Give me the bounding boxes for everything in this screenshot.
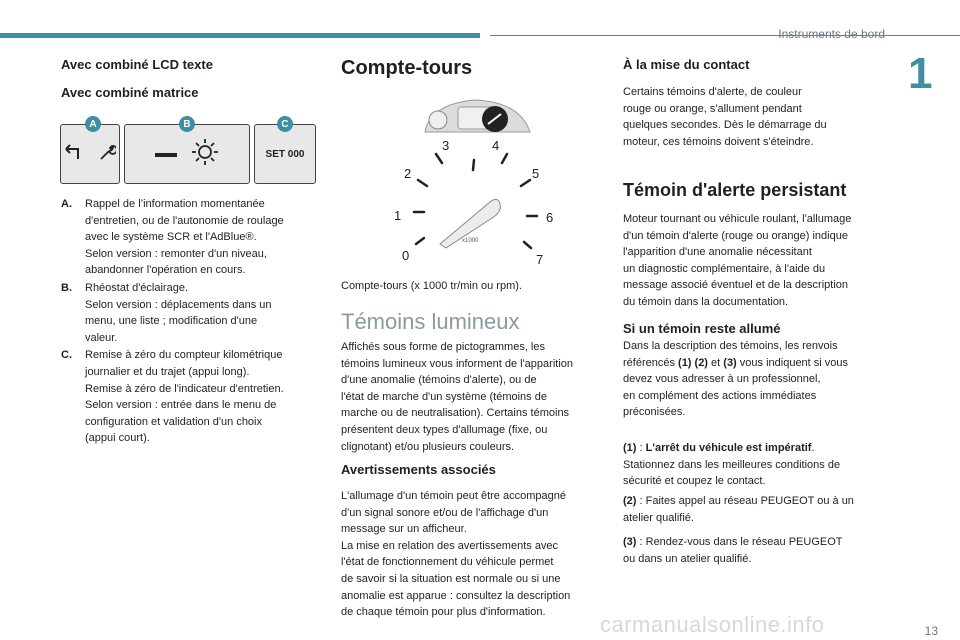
gauge-label-3: 3 — [442, 138, 450, 153]
wrench-icon — [98, 143, 116, 166]
text-span: vous indiquent si vous — [736, 356, 849, 369]
note-3 — [623, 534, 893, 567]
list-line: Remise à zéro du compteur kilométrique — [85, 349, 283, 362]
ref-marker: (3) — [723, 356, 737, 369]
button-c — [254, 124, 316, 184]
list-line: abandonner l'opération en cours. — [85, 264, 246, 277]
list-key: B. — [61, 281, 72, 294]
text-line — [623, 440, 893, 457]
tachometer-illustration — [380, 92, 580, 272]
list-line: journalier et du trajet (appui long). — [85, 365, 250, 378]
text-line: message associé éventuel et de la description — [623, 279, 849, 292]
text-line: Affichés sous forme de pictogrammes, les — [341, 341, 545, 353]
header-line — [490, 35, 960, 36]
list-key: C. — [61, 349, 72, 362]
list-line: menu, une liste ; modification d'une — [85, 315, 258, 328]
text-line: d'un témoin d'alerte (rouge ou orange) indique — [623, 229, 848, 242]
note-2 — [623, 493, 893, 526]
text-line: Dans la description des témoins, les renvois — [623, 340, 838, 352]
text-line: rouge ou orange, s'allument pendant — [623, 102, 802, 115]
list-item — [61, 196, 319, 279]
page-number: 13 — [924, 624, 938, 638]
text-line — [623, 355, 893, 372]
text-line: ou dans un atelier qualifié. — [623, 552, 752, 565]
list-line: avec le système SCR et l'AdBlue®. — [85, 231, 257, 244]
text-line: L'allumage d'un témoin peut être accompagné — [341, 490, 566, 502]
steering-return-icon — [64, 143, 84, 166]
heading-matrix: Avec combiné matrice — [61, 85, 199, 100]
ignition-text — [623, 84, 883, 150]
text-line — [623, 534, 893, 551]
gauge-label-4: 4 — [492, 138, 500, 153]
heading-persistent-warning: Témoin d'alerte persistant — [623, 180, 847, 200]
chapter-number: 1 — [908, 49, 933, 98]
heading-ignition: À la mise du contact — [623, 57, 750, 72]
warning-lights-text — [341, 339, 611, 455]
list-line: d'entretien, ou de l'autonomie de roulage — [85, 214, 284, 227]
heading-lcd-text: Avec combiné LCD texte — [61, 57, 213, 72]
list-line: valeur. — [85, 331, 118, 344]
key-description-list — [61, 196, 319, 448]
list-line: Selon version : entrée dans le menu de — [85, 399, 277, 412]
ref-marker: (1) (2) — [678, 356, 708, 369]
list-line: (appui court). — [85, 432, 150, 445]
associated-warnings-text — [341, 488, 611, 621]
text-span: : Rendez-vous dans le réseau PEUGEOT — [636, 536, 843, 548]
text-line: de savoir si la situation est normale ou si une — [341, 572, 561, 585]
text-line: du témoin dans la documentation. — [623, 295, 789, 308]
button-b — [124, 124, 250, 184]
text-line: présentent deux types d'allumage (fixe, ou — [341, 423, 548, 436]
text-line: l'apparition d'une anomalie nécessitant — [623, 246, 812, 259]
text-line: en complément des actions immédiates — [623, 389, 817, 402]
list-item — [61, 347, 319, 447]
text-line: Stationnez dans les meilleures conditions de — [623, 458, 841, 471]
heading-associated-warnings: Avertissements associés — [341, 462, 496, 477]
list-line: Remise à zéro de l'indicateur d'entretien. — [85, 382, 284, 395]
text-line: Moteur tournant ou véhicule roulant, l'allumage — [623, 213, 852, 225]
gauge-label-2: 2 — [404, 166, 412, 181]
note-1 — [623, 440, 893, 490]
section-title: Instruments de bord — [778, 27, 885, 41]
text-line: message sur un afficheur. — [341, 523, 467, 536]
badge-b: B — [179, 116, 195, 132]
list-line: configuration et validation d'un choix — [85, 415, 262, 428]
list-line: Selon version : déplacements dans un — [85, 298, 272, 311]
text-line: quelques secondes. Dès le démarrage du — [623, 119, 827, 132]
list-key: A. — [61, 198, 72, 210]
text-span: : Faites appel au réseau PEUGEOT ou à un — [636, 495, 854, 507]
text-line: atelier qualifié. — [623, 511, 694, 524]
text-line: témoins lumineux vous informent de l'apparition — [341, 357, 573, 370]
heading-warning-lights: Témoins lumineux — [341, 309, 520, 334]
text-line: d'une anomalie (témoins d'alerte), ou de — [341, 374, 537, 387]
text-line: l'état de fonctionnement du véhicule permet — [341, 556, 554, 569]
text-line: Certains témoins d'alerte, de couleur — [623, 86, 802, 98]
persistent-warning-text — [623, 211, 893, 311]
gauge-label-0: 0 — [402, 248, 410, 263]
ref-marker: (2) — [623, 495, 637, 507]
gauge-label-1: 1 — [394, 208, 402, 223]
heading-light-stays-on: Si un témoin reste allumé — [623, 321, 781, 336]
gauge-unit: x1000 — [462, 238, 479, 244]
text-line: d'un signal sonore et/ou de l'affichage d'un — [341, 506, 549, 519]
light-stays-on-text — [623, 338, 893, 421]
list-line: Rappel de l’information momentanée — [85, 198, 265, 210]
list-line: Rhéostat d'éclairage. — [85, 281, 188, 294]
gauge-label-6: 6 — [546, 210, 554, 225]
note-emphasis: L'arrêt du véhicule est impératif — [645, 442, 812, 454]
list-item — [61, 280, 319, 346]
gauge-label-5: 5 — [532, 166, 540, 181]
header-bar — [0, 33, 480, 38]
set-label: SET 000 — [265, 148, 305, 160]
badge-c: C — [277, 116, 293, 132]
text-line: clignotant) et/ou plusieurs couleurs. — [341, 440, 515, 453]
heading-tachometer: Compte-tours — [341, 57, 473, 79]
minus-icon — [155, 145, 177, 163]
text-line: marche ou de neutralisation). Certains témoins — [341, 407, 570, 420]
badge-a: A — [85, 116, 101, 132]
ref-marker: (3) — [623, 536, 637, 548]
button-a — [60, 124, 120, 184]
watermark: carmanualsonline.info — [600, 612, 825, 637]
text-line: un diagnostic complémentaire, à l'aide du — [623, 262, 826, 275]
text-span: et — [707, 356, 724, 369]
text-line: moteur, ces témoins doivent s'éteindre. — [623, 135, 814, 148]
list-line: Selon version : remonter d'un niveau, — [85, 247, 267, 260]
text-line: de chaque témoin pour plus d'information. — [341, 606, 546, 619]
ref-marker: (1) — [623, 442, 637, 454]
text-line: devez vous adresser à un professionnel, — [623, 373, 821, 386]
text-line: l'état de marche d'un système (témoins de — [341, 390, 547, 403]
text-span: : — [636, 442, 646, 454]
tachometer-caption: Compte-tours (x 1000 tr/min ou rpm). — [341, 280, 522, 292]
text-line: La mise en relation des avertissements avec — [341, 539, 559, 552]
text-line: anomalie est apparue : consultez la description — [341, 589, 571, 602]
text-line: sécurité et coupez le contact. — [623, 475, 766, 488]
text-span: . — [811, 442, 815, 454]
text-line: préconisées. — [623, 406, 686, 419]
gauge-label-7: 7 — [536, 252, 544, 267]
text-span: référencés — [623, 356, 679, 369]
brightness-icon — [191, 138, 219, 171]
text-line — [623, 493, 893, 510]
